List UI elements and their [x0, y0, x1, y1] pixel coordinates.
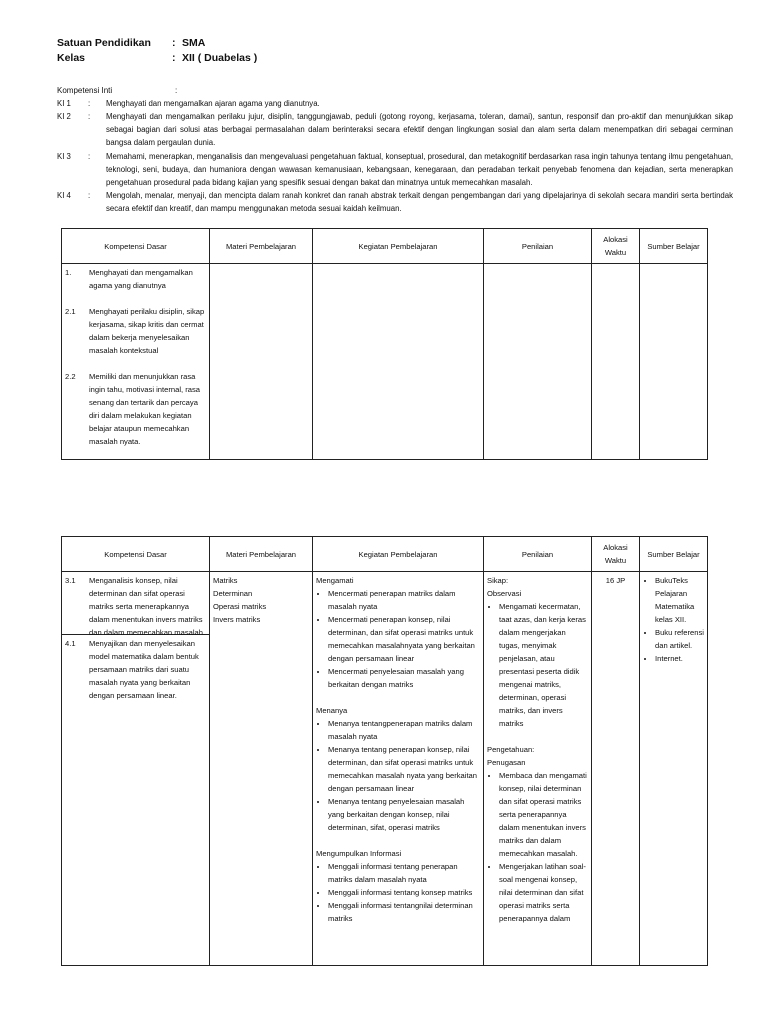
penilaian-sikap: Sikap:	[487, 576, 509, 585]
sumber-cell	[640, 264, 708, 460]
kd-num: 4.1	[65, 639, 76, 648]
list-item: • Menanya tentang penerapan konsep, nilai determinan, dan sifat operasi matriks untuk memecahkan masalah nyata yang berkaitan dengan persamaan linear	[328, 743, 480, 795]
alokasi-cell	[592, 264, 640, 460]
kegiatan-heading: Mengamati	[316, 576, 354, 585]
col-alokasi: Alokasi Waktu	[592, 537, 640, 572]
kelas-value: XII ( Duabelas )	[182, 52, 258, 64]
kelas-sep: :	[172, 52, 176, 64]
materi-item: Determinan	[213, 589, 253, 598]
observasi-list	[487, 600, 588, 730]
list-item: • Menggali informasi tentang penerapan matriks dalam masalah nyata	[328, 860, 480, 886]
ki-sep: :	[88, 99, 91, 108]
list-item: • Membaca dan mengamati konsep, nilai determinan dan sifat operasi matriks serta penerapannya dalam menentukan invers matriks dan dalam memecahkan masalah.	[499, 769, 588, 860]
sumber-cell	[640, 572, 708, 966]
list-item: • Menanya tentang penyelesaian masalah yang berkaitan dengan konsep, nilai determinan, sifat, operasi matriks	[328, 795, 480, 834]
satuan-sep: :	[172, 37, 176, 49]
list-item: • Mencermati penerapan matriks dalam masalah nyata	[328, 587, 480, 613]
kd-cell	[62, 264, 210, 460]
kelas-line	[57, 51, 257, 65]
list-item: • Mengamati kecermatan, taat azas, dan kerja keras dalam mengerjakan tugas, menyimak penjelasan, atau presentasi peserta didik mengenai matriks, determinan, operasi matriks, dan invers matriks	[499, 600, 588, 730]
kd-text: Menghayati dan mengamalkan agama yang dianutnya	[89, 268, 193, 290]
col-kegiatan: Kegiatan Pembelajaran	[313, 229, 484, 264]
penugasan-list	[487, 769, 588, 925]
kegiatan-list	[316, 860, 480, 925]
col-sumber: Sumber Belajar	[640, 229, 708, 264]
kd-num: 2.1	[65, 307, 76, 316]
kegiatan-heading: Mengumpulkan Informasi	[316, 849, 402, 858]
penilaian-pengetahuan: Pengetahuan:	[487, 745, 535, 754]
ki-text: Memahami, menerapkan, menganalisis dan mengevaluasi pengetahuan faktual, konseptual, prosedural, dan metakognitif berdasarkan rasa ingin tahunya tentang ilmu pengetahuan, teknologi, seni, budaya, dan humaniora dengan wawasan kemanusiaan, kebangsaan, kenegaraan, dan peradaban terkait penyebab fenomena dan kejadian, serta menerapkan pengetahuan prosedural pada bidang kajian yang spesifik sesuai dengan bakat dan minatnya untuk memecahkan masalah.	[106, 152, 733, 187]
list-item: • BukuTeks Pelajaran Matematika kelas XII.	[655, 574, 704, 626]
table-row	[62, 572, 708, 966]
ki-4	[57, 189, 733, 215]
col-kompetensi-dasar: Kompetensi Dasar	[62, 537, 210, 572]
ki-code: KI 2	[57, 112, 71, 121]
table-header-row	[62, 537, 708, 572]
kelas-label: Kelas	[57, 52, 86, 64]
kegiatan-heading: Menanya	[316, 706, 348, 715]
ki-code: KI 4	[57, 191, 71, 200]
col-penilaian: Penilaian	[484, 537, 592, 572]
list-item: • Buku referensi dan artikel.	[655, 626, 704, 652]
list-item: • Internet.	[655, 652, 704, 665]
col-kegiatan: Kegiatan Pembelajaran	[313, 537, 484, 572]
kompetensi-inti-title	[57, 86, 178, 97]
kd-block-4-1	[62, 634, 209, 702]
ki-2	[57, 110, 733, 149]
ki-text: Mengolah, menalar, menyaji, dan mencipta dalam ranah konkret dan ranah abstrak terkait dengan pengembangan dari yang dipelajarinya di sekolah secara mandiri serta bertindak secara efektif dan kreatif, dan mampu menggunakan metoda sesuai kaidah keilmuan.	[106, 191, 733, 213]
kd-cell	[62, 572, 210, 966]
kegiatan-list	[316, 717, 480, 834]
penilaian-observasi: Observasi	[487, 589, 522, 598]
ki-3	[57, 150, 733, 189]
ki-code: KI 1	[57, 99, 71, 108]
rpp-table-2	[61, 536, 708, 966]
list-item: • Mencermati penerapan konsep, nilai determinan, dan sifat operasi matriks untuk memecahkan masalahnyata yang berkaitan dengan persamaan linear	[328, 613, 480, 665]
kd-item	[65, 574, 206, 639]
ki-code: KI 3	[57, 152, 71, 161]
penilaian-penugasan: Penugasan	[487, 758, 526, 767]
kd-text: Menganalisis konsep, nilai determinan dan sifat operasi matriks serta menerapkannya dalam menentukan invers matriks dan dalam memecahkan masalah.	[89, 576, 206, 637]
materi-item: Invers matriks	[213, 615, 261, 624]
list-item: • Menanya tentangpenerapan matriks dalam masalah nyata	[328, 717, 480, 743]
list-item: • Menggali informasi tentangnilai determinan matriks	[328, 899, 480, 925]
col-kompetensi-dasar: Kompetensi Dasar	[62, 229, 210, 264]
kd-num: 2.2	[65, 372, 76, 381]
kd-text: Memiliki dan menunjukkan rasa ingin tahu, motivasi internal, rasa senang dan tertarik dan percaya diri dalam melakukan kegiatan belajar ataupun memecahkan masalah nyata.	[89, 372, 201, 446]
satuan-pendidikan-line	[57, 36, 205, 50]
col-sumber: Sumber Belajar	[640, 537, 708, 572]
sumber-list	[643, 574, 704, 665]
table-header-row	[62, 229, 708, 264]
table-row	[62, 264, 708, 460]
kd-item	[65, 305, 206, 357]
ki-sep: :	[88, 112, 91, 121]
penilaian-cell	[484, 572, 592, 966]
kd-block-3-1	[62, 574, 209, 637]
materi-item: Matriks	[213, 576, 238, 585]
rpp-table-1	[61, 228, 708, 460]
col-penilaian: Penilaian	[484, 229, 592, 264]
alokasi-cell	[592, 572, 640, 966]
kd-text: Menghayati perilaku disiplin, sikap kerjasama, sikap kritis dan cermat dalam bekerja menyelesaikan masalah kontekstual	[89, 307, 205, 355]
kegiatan-list	[316, 587, 480, 691]
satuan-value: SMA	[182, 37, 206, 49]
list-item: • Mengerjakan latihan soal-soal mengenai konsep, nilai determinan dan sifat operasi matriks serta penerapannya dalam	[499, 860, 588, 925]
materi-cell	[210, 264, 313, 460]
ki-sep: :	[88, 191, 91, 200]
ki-title-text: Kompetensi Inti	[57, 86, 113, 95]
kd-item	[65, 637, 206, 702]
kd-num: 3.1	[65, 576, 76, 585]
kd-text: Menyajikan dan menyelesaikan model matematika dalam bentuk persamaan matriks dari suatu masalah nyata yang berkaitan dengan persamaan linear.	[89, 639, 199, 700]
ki-title-sep: :	[175, 86, 178, 95]
alokasi-value: 16 JP	[605, 576, 626, 585]
kd-item	[65, 266, 206, 292]
ki-text: Menghayati dan mengamalkan ajaran agama yang dianutnya.	[106, 99, 320, 108]
kegiatan-cell	[313, 264, 484, 460]
ki-sep: :	[88, 152, 91, 161]
kd-num: 1.	[65, 268, 72, 277]
materi-item: Operasi matriks	[213, 602, 267, 611]
satuan-label: Satuan Pendidikan	[57, 37, 151, 49]
ki-text: Menghayati dan mengamalkan perilaku jujur, disiplin, tanggungjawab, peduli (gotong royong, kerjasama, toleran, damai), santun, responsif dan pro-aktif dan menunjukkan sikap sebagai bagian dari solusi atas berbagai permasalahan dalam berinteraksi secara efektif dengan lingkungan sosial dan alam serta dalam menempatkan diri sebagai cerminan bangsa dalam pergaulan dunia.	[106, 112, 733, 147]
kd-item	[65, 370, 206, 448]
ki-1	[57, 97, 733, 110]
kegiatan-cell	[313, 572, 484, 966]
col-alokasi: Alokasi Waktu	[592, 229, 640, 264]
penilaian-cell	[484, 264, 592, 460]
col-materi: Materi Pembelajaran	[210, 537, 313, 572]
list-item: • Mencermati penyelesaian masalah yang berkaitan dengan matriks	[328, 665, 480, 691]
materi-cell	[210, 572, 313, 966]
col-materi: Materi Pembelajaran	[210, 229, 313, 264]
list-item: • Menggali informasi tentang konsep matriks	[328, 886, 480, 899]
